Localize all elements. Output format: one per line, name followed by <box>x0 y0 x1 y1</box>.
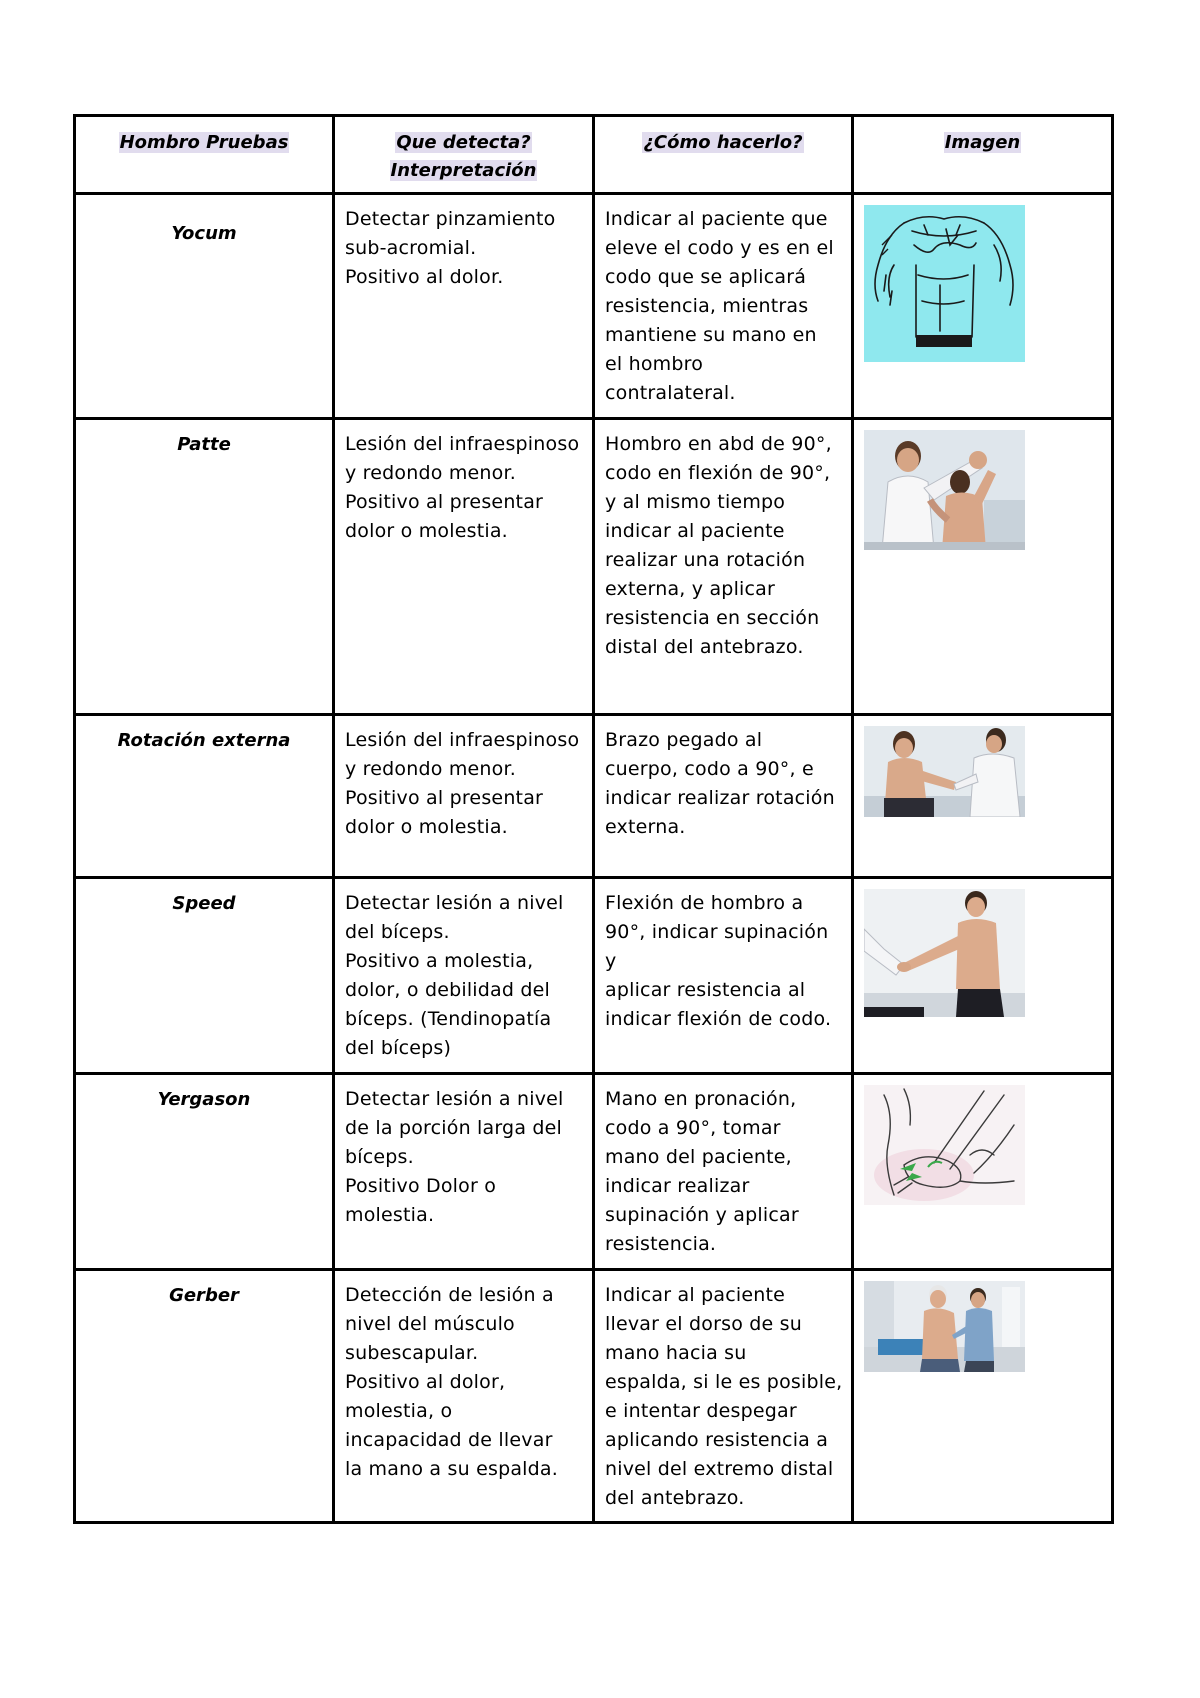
how-line: Indicar al paciente <box>605 1284 785 1306</box>
how-cell <box>594 878 853 1074</box>
how-line: indicar realizar <box>605 1175 750 1197</box>
how-line: supinación y aplicar <box>605 1204 799 1226</box>
how-line: el hombro <box>605 353 704 375</box>
detects-line: incapacidad de llevar <box>345 1429 553 1451</box>
detects-line: bíceps. <box>345 1146 414 1168</box>
test-name: Patte <box>177 434 231 455</box>
detects-line: Detectar pinzamiento <box>345 208 556 230</box>
how-line: indicar realizar rotación <box>605 787 835 809</box>
detects-line: Positivo al dolor, <box>345 1371 506 1393</box>
how-line: realizar una rotación <box>605 549 806 571</box>
how-line: Mano en pronación, <box>605 1088 797 1110</box>
detects-line: sub-acromial. <box>345 237 477 259</box>
table-row-rotacion-externa <box>75 715 1113 878</box>
how-line: mano del paciente, <box>605 1146 792 1168</box>
table-row-yergason <box>75 1074 1113 1270</box>
how-line: mantiene su mano en <box>605 324 817 346</box>
detects-cell <box>334 715 594 878</box>
image-cell <box>853 194 1113 419</box>
detects-line: Detectar lesión a nivel <box>345 1088 564 1110</box>
how-cell <box>594 194 853 419</box>
speed-photo-icon <box>864 889 1025 1017</box>
detects-cell <box>334 1270 594 1523</box>
patte-photo-icon <box>864 430 1025 550</box>
how-line: Brazo pegado al <box>605 729 763 751</box>
detects-cell <box>334 419 594 715</box>
image-cell <box>853 715 1113 878</box>
detects-line: Lesión del infraespinoso <box>345 729 580 751</box>
test-name-cell <box>75 1270 334 1523</box>
detects-cell <box>334 194 594 419</box>
test-name: Yergason <box>157 1089 251 1110</box>
detects-line: Detección de lesión a <box>345 1284 554 1306</box>
table-row-yocum <box>75 194 1113 419</box>
detects-line: Positivo al dolor. <box>345 266 504 288</box>
how-line: y al mismo tiempo <box>605 491 786 513</box>
how-line: aplicando resistencia a <box>605 1429 829 1451</box>
detects-line: Positivo Dolor o <box>345 1175 497 1197</box>
header-detects: Que detecta? Interpretación <box>334 116 594 194</box>
test-name-cell <box>75 194 334 419</box>
header-how: ¿Cómo hacerlo? <box>594 116 853 194</box>
detects-line: dolor o molestia. <box>345 816 508 838</box>
how-line: e intentar despegar <box>605 1400 797 1422</box>
table-row-gerber <box>75 1270 1113 1523</box>
detects-cell <box>334 1074 594 1270</box>
how-cell <box>594 1270 853 1523</box>
how-line: eleve el codo y es en el <box>605 237 834 259</box>
header-image: Imagen <box>853 116 1113 194</box>
detects-line: bíceps. (Tendinopatía <box>345 1008 552 1030</box>
how-line: indicar al paciente <box>605 520 785 542</box>
how-line: espalda, si le es posible, <box>605 1371 843 1393</box>
image-cell <box>853 1270 1113 1523</box>
how-line: codo a 90°, tomar <box>605 1117 781 1139</box>
how-line: Indicar al paciente que <box>605 208 828 230</box>
test-name: Speed <box>172 893 236 914</box>
header-test-name: Hombro Pruebas <box>75 116 334 194</box>
gerber-photo-icon <box>864 1281 1025 1372</box>
how-line: nivel del extremo distal <box>605 1458 834 1480</box>
how-line: codo en flexión de 90°, <box>605 462 831 484</box>
detects-line: nivel del músculo <box>345 1313 515 1335</box>
image-cell <box>853 1074 1113 1270</box>
yocum-drawing-icon <box>864 205 1025 362</box>
detects-line: y redondo menor. <box>345 758 516 780</box>
yergason-drawing-icon <box>864 1085 1025 1205</box>
table-row-speed <box>75 878 1113 1074</box>
image-cell <box>853 419 1113 715</box>
test-name-cell <box>75 878 334 1074</box>
how-cell <box>594 419 853 715</box>
external-rotation-photo-icon <box>864 726 1025 817</box>
how-line: codo que se aplicará <box>605 266 807 288</box>
how-cell <box>594 715 853 878</box>
test-name-cell <box>75 419 334 715</box>
image-cell <box>853 878 1113 1074</box>
how-line: indicar flexión de codo. <box>605 1008 832 1030</box>
test-name: Gerber <box>169 1285 239 1306</box>
how-line: del antebrazo. <box>605 1487 745 1509</box>
detects-line: dolor, o debilidad del <box>345 979 551 1001</box>
how-line: externa. <box>605 816 686 838</box>
how-line: contralateral. <box>605 382 736 404</box>
detects-line: Positivo al presentar <box>345 787 544 809</box>
table-row-patte <box>75 419 1113 715</box>
detects-line: molestia. <box>345 1204 435 1226</box>
detects-line: Positivo a molestia, <box>345 950 534 972</box>
detects-line: de la porción larga del <box>345 1117 563 1139</box>
detects-line: del bíceps) <box>345 1037 452 1059</box>
test-name: Yocum <box>171 223 237 244</box>
how-line: distal del antebrazo. <box>605 636 804 658</box>
table-header-row <box>75 116 1113 194</box>
detects-line: Detectar lesión a nivel <box>345 892 564 914</box>
detects-line: dolor o molestia. <box>345 520 508 542</box>
how-line: externa, y aplicar <box>605 578 776 600</box>
how-line: aplicar resistencia al <box>605 979 806 1001</box>
detects-line: y redondo menor. <box>345 462 516 484</box>
test-name-cell <box>75 1074 334 1270</box>
how-line: resistencia en sección <box>605 607 820 629</box>
detects-cell <box>334 878 594 1074</box>
test-name-cell <box>75 715 334 878</box>
detects-line: del bíceps. <box>345 921 450 943</box>
detects-line: la mano a su espalda. <box>345 1458 558 1480</box>
shoulder-tests-table <box>73 114 1114 1524</box>
how-line: Hombro en abd de 90°, <box>605 433 832 455</box>
how-line: Flexión de hombro a <box>605 892 804 914</box>
detects-line: subescapular. <box>345 1342 479 1364</box>
how-line: resistencia, mientras <box>605 295 809 317</box>
how-line: mano hacia su <box>605 1342 747 1364</box>
how-line: resistencia. <box>605 1233 717 1255</box>
detects-line: molestia, o <box>345 1400 453 1422</box>
how-line: llevar el dorso de su <box>605 1313 802 1335</box>
how-line: 90°, indicar supinación y <box>605 921 829 972</box>
how-line: cuerpo, codo a 90°, e <box>605 758 814 780</box>
detects-line: Lesión del infraespinoso <box>345 433 580 455</box>
detects-line: Positivo al presentar <box>345 491 544 513</box>
how-cell <box>594 1074 853 1270</box>
test-name: Rotación externa <box>117 730 291 751</box>
